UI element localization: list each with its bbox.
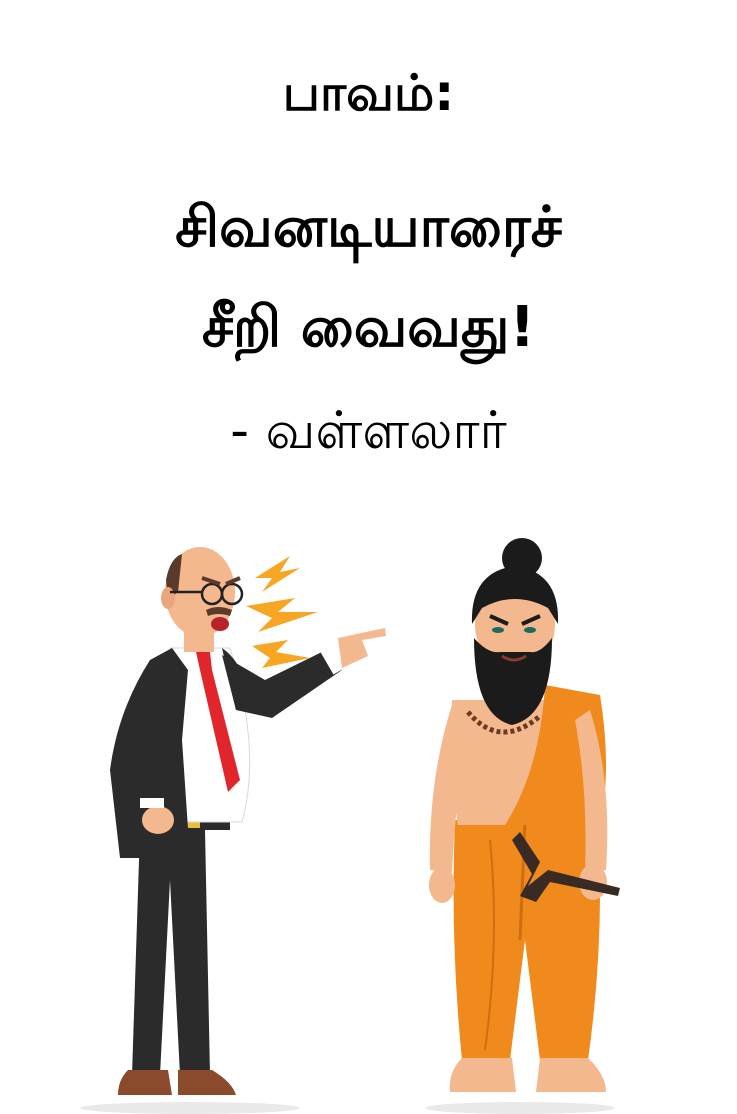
right-shoe [178, 1070, 236, 1095]
quote-text [0, 178, 737, 378]
quote-line-2: சீறி வைவது! [202, 295, 535, 360]
pointing-hand [338, 628, 386, 668]
illustration [0, 520, 737, 1114]
left-foot [450, 1058, 516, 1092]
sage-figure [429, 538, 620, 1092]
hair-bun [502, 538, 542, 578]
ground-shadow [425, 1102, 615, 1114]
anger-lightning-icon [246, 556, 318, 668]
right-foot [536, 1058, 606, 1092]
quote-line-1: சிவனடியாரைச் [175, 195, 562, 260]
page-heading: பாவம்: [282, 64, 455, 122]
ground-shadow [80, 1102, 300, 1114]
businessman-figure [110, 547, 386, 1095]
left-shoe [118, 1070, 172, 1095]
quote-author: - வள்ளலார் [230, 401, 507, 461]
